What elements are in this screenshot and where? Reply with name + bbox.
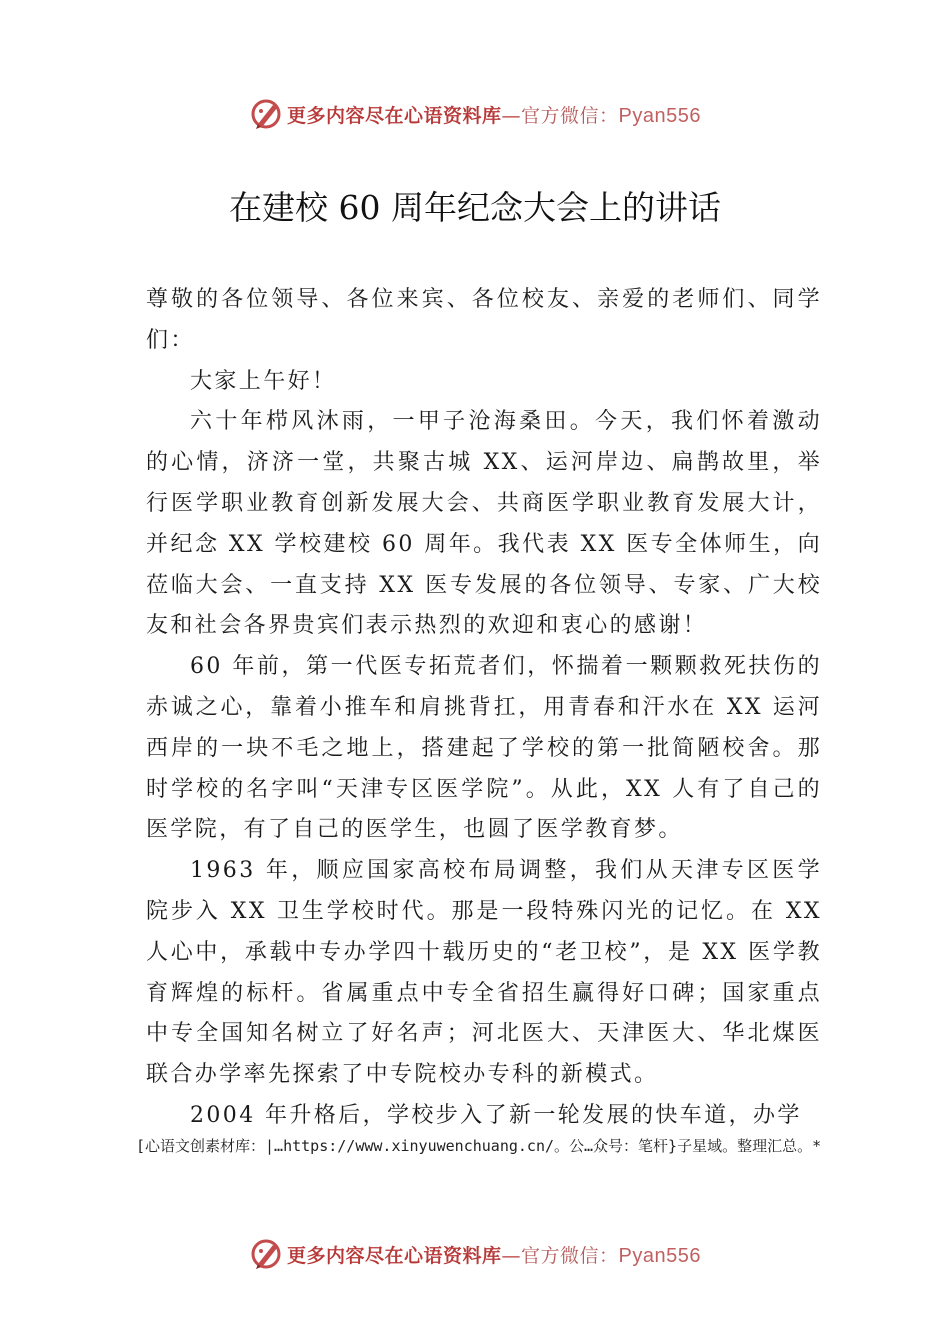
pen-logo-icon bbox=[249, 1237, 283, 1271]
banner-dash: — bbox=[501, 104, 522, 127]
header-banner bbox=[0, 94, 950, 134]
banner-wechat-label: 官方微信： bbox=[521, 1244, 619, 1267]
source-footnote: [心语文创素材库：|…https://www.xinyuwenchuang.cn/。公…众号：笔杆}子星域。整理汇总。* bbox=[136, 1137, 822, 1155]
banner-wechat-id: Pyan556 bbox=[618, 1244, 701, 1267]
document-title: 在建校 60 周年纪念大会上的讲话 bbox=[229, 188, 721, 227]
banner-main-text: 更多内容尽在心语资料库 bbox=[287, 1244, 502, 1267]
banner-text bbox=[287, 1241, 701, 1268]
greeting: 大家上午好！ bbox=[190, 368, 337, 394]
paragraph: 六十年栉风沐雨，一甲子沧海桑田。今天，我们怀着激动的心情，济济一堂，共聚古城 XX、运河岸边、扁鹊故里，举行医学职业教育创新发展大会、共商医学职业教育发展大计，并纪念 XX 学校建校 60 周年。我代表 XX 医专全体师生，向莅临大会、一直支持 XX 医专发展的各位领导、专家、广大校友和社会各界贵宾们表示热烈的欢迎和衷心的感谢！ bbox=[146, 409, 822, 639]
salutation: 尊敬的各位领导、各位来宾、各位校友、亲爱的老师们、同学们： bbox=[146, 287, 822, 353]
banner-wechat-id: Pyan556 bbox=[618, 104, 701, 127]
footer-banner bbox=[0, 1234, 950, 1274]
paragraph: 60 年前，第一代医专拓荒者们，怀揣着一颗颗救死扶伤的赤诚之心，靠着小推车和肩挑背扛，用青春和汗水在 XX 运河西岸的一块不毛之地上，搭建起了学校的第一批简陋校舍。那时学校的名字叫“天津专区医学院”。从此，XX 人有了自己的医学院，有了自己的医学生，也圆了医学教育梦。 bbox=[146, 654, 822, 843]
document-body bbox=[146, 280, 822, 1137]
banner-text bbox=[287, 101, 701, 128]
pen-logo-icon bbox=[249, 97, 283, 131]
paragraph: 2004 年升格后，学校步入了新一轮发展的快车道，办学 bbox=[190, 1102, 802, 1128]
paragraph: 1963 年，顺应国家高校布局调整，我们从天津专区医学院步入 XX 卫生学校时代。那是一段特殊闪光的记忆。在 XX 人心中，承载中专办学四十载历史的“老卫校”，是 XX 医学教育辉煌的标杆。省属重点中专全省招生赢得好口碑；国家重点中专全国知名树立了好名声；河北医大、天津医大、华北煤医联合办学率先探索了中专院校办专科的新模式。 bbox=[146, 858, 822, 1088]
banner-dash: — bbox=[501, 1244, 522, 1267]
banner-main-text: 更多内容尽在心语资料库 bbox=[287, 104, 502, 127]
banner-wechat-label: 官方微信： bbox=[521, 104, 619, 127]
